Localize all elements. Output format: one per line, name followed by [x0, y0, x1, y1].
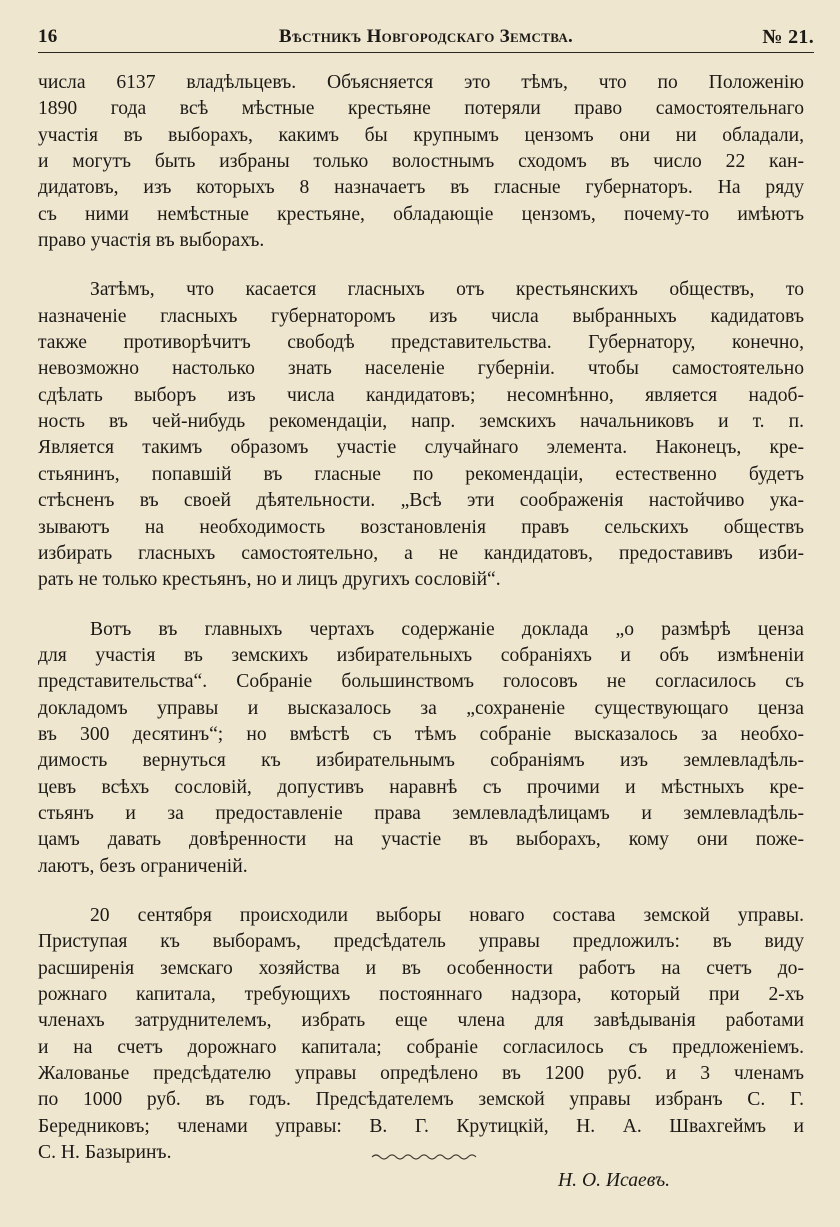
- journal-title: Вѣстникъ Новгородскаго Земства.: [278, 26, 574, 47]
- text-line: ность въ чей-нибудь рекомендаціи, напр. земскихъ начальниковъ и т. п.: [38, 411, 804, 433]
- text-line: Является такимъ образомъ участіе случайнаго элемента. Наконецъ, кре-: [38, 437, 804, 459]
- author-signature: Н. О. Исаевъ.: [558, 1170, 671, 1192]
- text-line: 1890 года всѣ мѣстные крестьяне потеряли право самостоятельнаго: [38, 98, 804, 120]
- text-line: и могутъ быть избраны только волостнымъ сходомъ въ число 22 кан-: [38, 151, 804, 173]
- text-line: Приступая къ выборамъ, предсѣдатель управы предложилъ: въ виду: [38, 931, 804, 953]
- text-line: зываютъ на необходимость возстановленія правъ сельскихъ обществъ: [38, 516, 804, 538]
- paragraph-1: [38, 70, 804, 254]
- text-line: представительства“. Собраніе большинствомъ голосовъ не согласилось съ: [38, 671, 804, 693]
- text-line: дидатовъ, изъ которыхъ 8 назначаетъ въ гласные губернаторъ. На ряду: [38, 177, 804, 199]
- text-line: для участія въ земскихъ избирательныхъ собраніяхъ и объ измѣненіи: [38, 644, 804, 666]
- text-line: невозможно настолько знать населеніе губерніи. чтобы самостоятельно: [38, 358, 804, 380]
- text-line: Затѣмъ, что касается гласныхъ отъ крестьянскихъ обществъ, то: [90, 279, 804, 301]
- text-line: членахъ затруднителемъ, избрать еще члена для завѣдыванія работами: [38, 1010, 804, 1032]
- text-line: участія въ выборахъ, какимъ бы крупнымъ цензомъ они ни обладали,: [38, 124, 804, 146]
- text-line: 20 сентября происходили выборы новаго состава земской управы.: [90, 904, 804, 926]
- paragraph-2: [38, 277, 804, 593]
- text-line: стьянъ и за предоставленіе права землевладѣлицамъ и землевладѣль-: [38, 802, 804, 824]
- text-line: расширенія земскаго хозяйства и въ особенности работъ на счетъ до-: [38, 957, 804, 979]
- text-line: Жалованье предсѣдателю управы опредѣлено въ 1200 руб. и 3 членамъ: [38, 1063, 804, 1085]
- article-body: [38, 70, 804, 1195]
- text-line: стѣсненъ въ своей дѣятельности. „Всѣ эти соображенія настойчиво ука-: [38, 490, 804, 512]
- paragraph-3: [38, 617, 804, 880]
- running-header: [38, 26, 814, 54]
- text-line: Бередниковъ; членами управы: В. Г. Крутицкій, Н. А. Швахгеймъ и: [38, 1115, 804, 1137]
- text-line: и на счетъ дорожнаго капитала; собраніе согласилось съ предложеніемъ.: [38, 1036, 804, 1058]
- text-line: Вотъ въ главныхъ чертахъ содержаніе доклада „о размѣрѣ ценза: [90, 618, 804, 640]
- text-line: избирать гласныхъ самостоятельно, а не кандидатовъ, предоставивъ изби-: [38, 542, 804, 564]
- text-line: рать не только крестьянъ, но и лицъ другихъ сословій“.: [38, 569, 501, 591]
- paragraph-4: [38, 903, 804, 1166]
- text-line: сдѣлать выборъ изъ числа кандидатовъ; несомнѣнно, является надоб-: [38, 384, 804, 406]
- text-line: въ 300 десятинъ“; но вмѣстѣ съ тѣмъ собраніе высказалось за необхо-: [38, 723, 804, 745]
- text-line: докладомъ управы и высказалось за „сохраненіе существующаго ценза: [38, 697, 804, 719]
- text-line: цевъ всѣхъ сословій, допустивъ наравнѣ съ прочими и мѣстныхъ кре-: [38, 776, 804, 798]
- text-line: также противорѣчитъ свободѣ представительства. Губернатору, конечно,: [38, 332, 804, 354]
- text-line: рожнаго капитала, требующихъ постояннаго надзора, который при 2-хъ: [38, 984, 804, 1005]
- ornament-flourish: [370, 1152, 480, 1162]
- text-line: С. Н. Базыринъ.: [38, 1142, 172, 1164]
- text-line: по 1000 руб. въ годъ. Предсѣдателемъ земской управы избранъ С. Г.: [38, 1089, 804, 1111]
- text-line: стьянинъ, попавшій въ гласные по рекомендаціи, естественно будетъ: [38, 463, 804, 485]
- text-line: числа 6137 владѣльцевъ. Объясняется это тѣмъ, что по Положенію: [38, 72, 804, 93]
- header-rule: [38, 52, 814, 53]
- text-line: лаютъ, безъ ограниченій.: [38, 855, 248, 877]
- issue-number: № 21.: [762, 26, 814, 48]
- page-number: 16: [38, 26, 58, 47]
- text-line: димость вернуться къ избирательнымъ собраніямъ изъ землевладѣль-: [38, 750, 804, 772]
- text-line: назначеніе гласныхъ губернаторомъ изъ числа выбранныхъ кадидатовъ: [38, 305, 804, 327]
- text-line: съ ними немѣстные крестьяне, обладающіе цензомъ, почему-то имѣютъ: [38, 203, 804, 225]
- text-line: право участія въ выборахъ.: [38, 230, 265, 252]
- text-line: цамъ давать довѣренности на участіе въ выборахъ, кому они поже-: [38, 829, 804, 851]
